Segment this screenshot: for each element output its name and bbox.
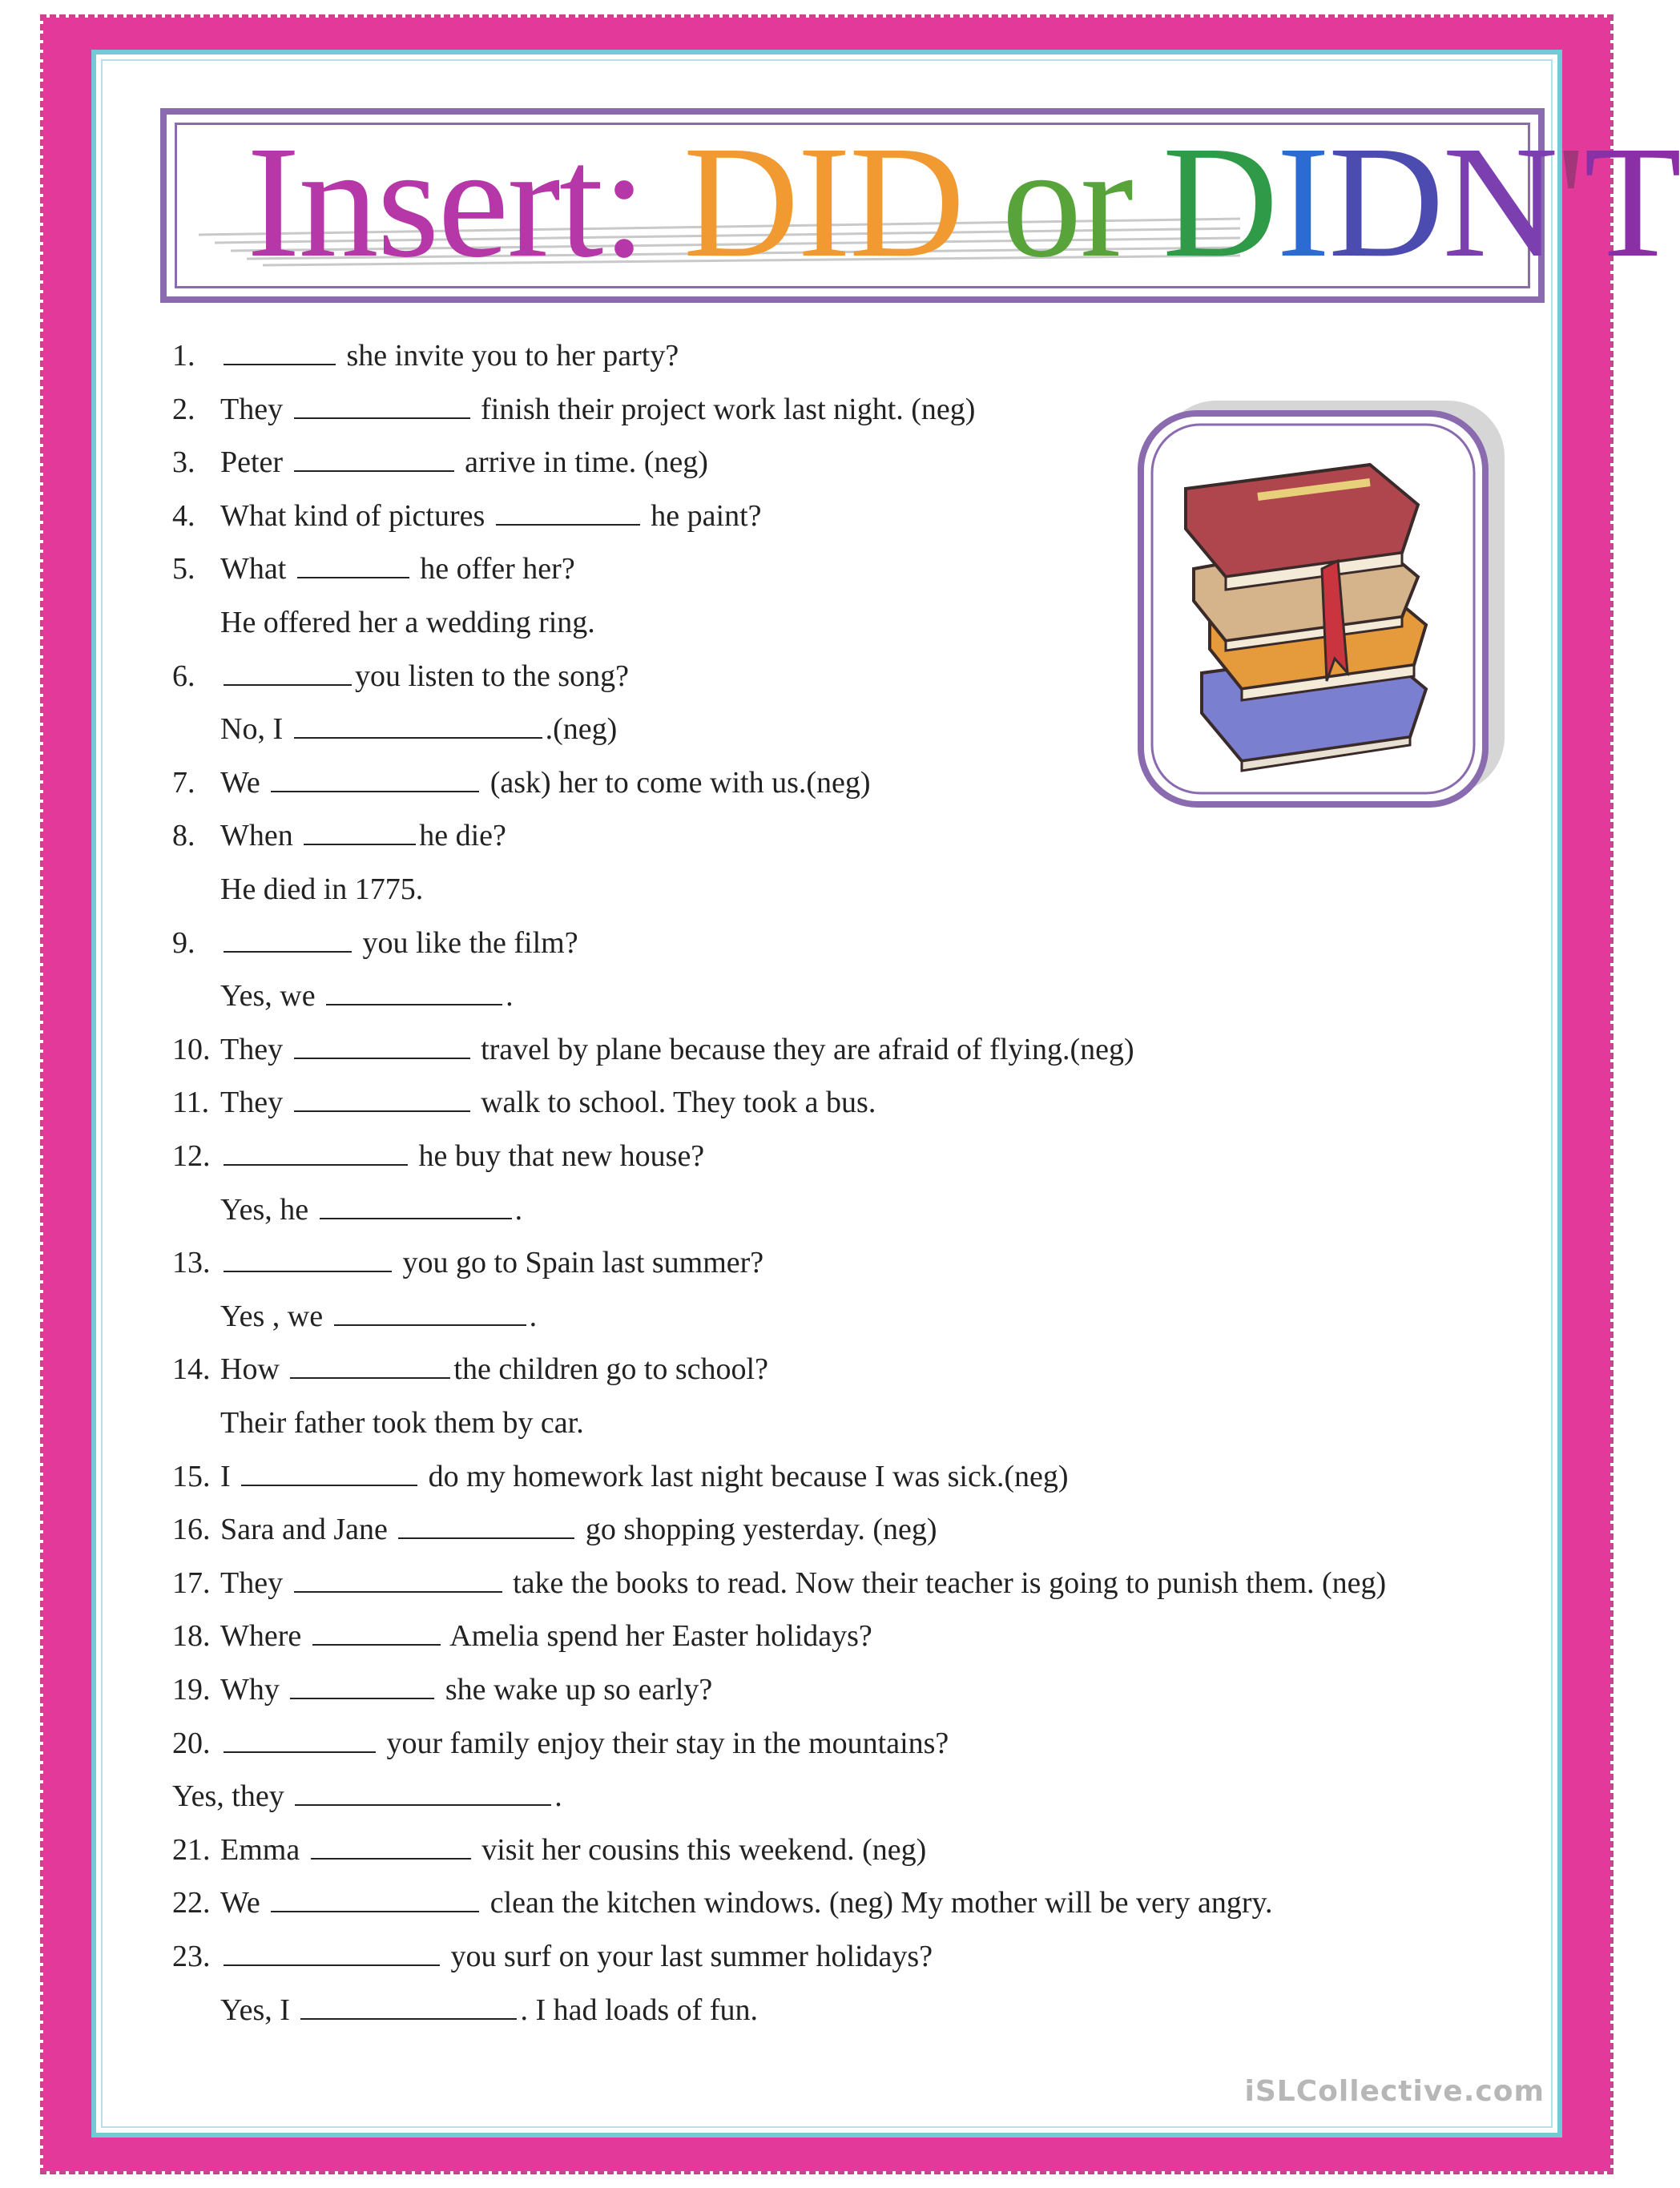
question-text-before: He offered her a wedding ring. [220,606,595,639]
question-text-after: you surf on your last summer holidays? [443,1940,933,1973]
question-line [172,1510,937,1549]
answer-blank[interactable] [300,2012,517,2020]
question-text-after: walk to school. They took a bus. [473,1086,876,1120]
question-text-after: she invite you to her party? [339,339,679,373]
question-text-before: What [220,552,294,586]
question-text-before: No, I [220,712,291,747]
answer-blank[interactable] [294,411,470,419]
answer-blank[interactable] [224,1265,392,1273]
question-number: 13. [172,1246,211,1280]
title-insert: Insert: [247,114,645,291]
question-text-after: do my homework last night because I was sick.(neg) [421,1459,1069,1493]
question-text-after: . [506,979,514,1013]
question-text-after: go shopping yesterday. (neg) [578,1513,937,1547]
question-text-before: Why [220,1673,288,1706]
question-text-after: he paint? [643,498,762,533]
question-line [172,550,575,588]
answer-blank[interactable] [290,1691,434,1699]
answer-blank[interactable] [334,1318,526,1326]
question-line [172,390,975,429]
books-icon [1186,465,1426,771]
question-text-before: Where [220,1619,309,1654]
question-line [172,497,762,535]
books-picture [1138,409,1505,809]
question-number: 9. [172,925,195,960]
question-line [172,443,708,482]
answer-blank[interactable] [224,357,336,365]
question-line [172,1937,933,1976]
question-line [172,710,617,748]
question-text-after: finish their project work last night. (neg) [473,392,976,426]
answer-blank[interactable] [312,1638,441,1646]
question-text-before: They [220,392,291,426]
question-line [172,924,578,962]
question-text-after: . [554,1779,562,1814]
question-line [172,1404,584,1442]
title-didnt-letter: D [1328,114,1443,291]
question-number: 3. [172,445,195,480]
answer-blank[interactable] [294,1585,502,1593]
question-line [172,816,506,855]
answer-blank[interactable] [271,784,479,792]
question-number: 17. [172,1565,211,1600]
question-number: 19. [172,1673,211,1706]
title-didnt-letter: D [1162,114,1277,291]
question-text-before: Yes, I [220,1993,298,2027]
question-number: 23. [172,1940,211,1973]
question-text-before: Sara and Jane [220,1513,396,1547]
question-line [172,1350,768,1388]
title-banner [160,108,1680,303]
question-number: 18. [172,1619,211,1654]
question-text-before: We [220,1886,268,1920]
question-line [172,1670,712,1709]
question-number: 12. [172,1139,211,1173]
question-text-after: you listen to the song? [355,659,629,693]
question-line [172,870,423,909]
answer-blank[interactable] [304,838,416,846]
answer-blank[interactable] [290,1372,450,1380]
question-line [172,1083,876,1122]
question-number: 22. [172,1886,211,1920]
question-text-after: take the books to read. Now their teacher is going to punish them. (neg) [505,1565,1387,1600]
question-line [172,1564,1386,1602]
question-text-after: Amelia spend her Easter holidays? [443,1619,872,1654]
question-line [172,1991,758,2029]
question-text-before: He died in 1775. [220,872,424,906]
question-line [172,1831,926,1869]
answer-blank[interactable] [294,1105,470,1113]
question-text-after: the children go to school? [453,1352,768,1387]
question-text-after: you go to Spain last summer? [395,1246,764,1280]
question-line [172,336,679,375]
question-number: 2. [172,392,195,426]
answer-blank[interactable] [224,678,352,686]
watermark: iSLCollective.com [1244,2075,1545,2108]
answer-blank[interactable] [224,1958,440,1966]
question-text-after: . [529,1299,538,1333]
answer-blank[interactable] [295,1799,551,1807]
question-text-before: Peter [220,445,291,480]
question-number: 15. [172,1459,211,1493]
question-text-after: you like the film? [355,925,578,960]
question-number: 7. [172,765,195,800]
title-didnt-letter: T [1583,114,1680,291]
question-text-after: .(neg) [545,712,618,747]
question-number: 4. [172,498,195,533]
answer-blank[interactable] [271,1905,479,1913]
question-line [172,1243,763,1282]
title-didnt-letter: N [1442,114,1557,291]
title-or: or [1001,114,1133,291]
answer-blank[interactable] [294,1051,470,1059]
question-text-after: . [514,1192,523,1227]
question-line [172,764,871,802]
question-number: 1. [172,339,195,373]
question-text-before: Yes, we [220,979,324,1013]
answer-blank[interactable] [320,1211,512,1219]
question-text-before: We [220,765,268,800]
title-didnt-letter: I [1276,114,1329,291]
question-line [172,1777,562,1815]
question-text-after: your family enjoy their stay in the mountains? [379,1726,949,1760]
answer-blank[interactable] [326,998,502,1006]
answer-blank[interactable] [496,518,640,526]
question-text-after: . I had loads of fun. [520,1993,758,2027]
question-text-after: he die? [419,819,506,853]
answer-blank[interactable] [224,945,352,953]
question-line [172,977,514,1015]
question-line [172,603,595,642]
question-number: 5. [172,552,195,586]
question-text-after: clean the kitchen windows. (neg) My mother will be very angry. [482,1886,1273,1920]
question-text-before: Yes , we [220,1299,331,1333]
question-text-before: What kind of pictures [220,498,493,533]
question-text-before: Yes, they [172,1779,292,1814]
question-number: 14. [172,1352,211,1387]
question-text-before: I [220,1459,239,1493]
title-didnt-letter: ' [1556,114,1584,291]
question-text-before: How [220,1352,288,1387]
question-text-before: Yes, he [220,1192,316,1227]
question-line [172,1617,872,1655]
answer-blank[interactable] [241,1478,417,1486]
question-line [172,1030,1134,1069]
question-text-before: Their father took them by car. [220,1406,584,1440]
question-line [172,657,629,695]
answer-blank[interactable] [294,731,542,739]
question-text-after: he buy that new house? [411,1139,705,1173]
question-number: 8. [172,819,195,853]
question-text-before: They [220,1565,291,1600]
question-line [172,1884,1273,1922]
question-text-after: arrive in time. (neg) [457,445,708,480]
question-line [172,1297,537,1336]
answer-blank[interactable] [297,571,409,579]
question-text-before: When [220,819,301,853]
question-number: 10. [172,1032,211,1066]
answer-blank[interactable] [294,465,454,473]
question-text-before: They [220,1032,291,1066]
question-text-after: she wake up so early? [437,1673,713,1706]
question-number: 11. [172,1086,210,1120]
question-line [172,1457,1069,1496]
answer-blank[interactable] [224,1745,376,1753]
question-text-before: Emma [220,1832,308,1867]
question-line [172,1137,704,1175]
question-text-before: They [220,1086,291,1120]
answer-blank[interactable] [224,1158,408,1166]
question-number: 6. [172,659,195,693]
question-text-after: visit her cousins this weekend. (neg) [473,1832,927,1867]
title-did: DID [683,114,964,291]
page-title [247,114,1680,291]
question-line [172,1724,949,1763]
question-number: 20. [172,1726,211,1760]
question-text-after: travel by plane because they are afraid of flying.(neg) [473,1032,1134,1066]
question-text-after: (ask) her to come with us.(neg) [482,765,871,800]
question-number: 21. [172,1832,211,1867]
answer-blank[interactable] [311,1852,471,1860]
answer-blank[interactable] [398,1532,574,1540]
question-number: 16. [172,1513,211,1547]
question-line [172,1191,522,1229]
question-text-after: he offer her? [412,552,575,586]
